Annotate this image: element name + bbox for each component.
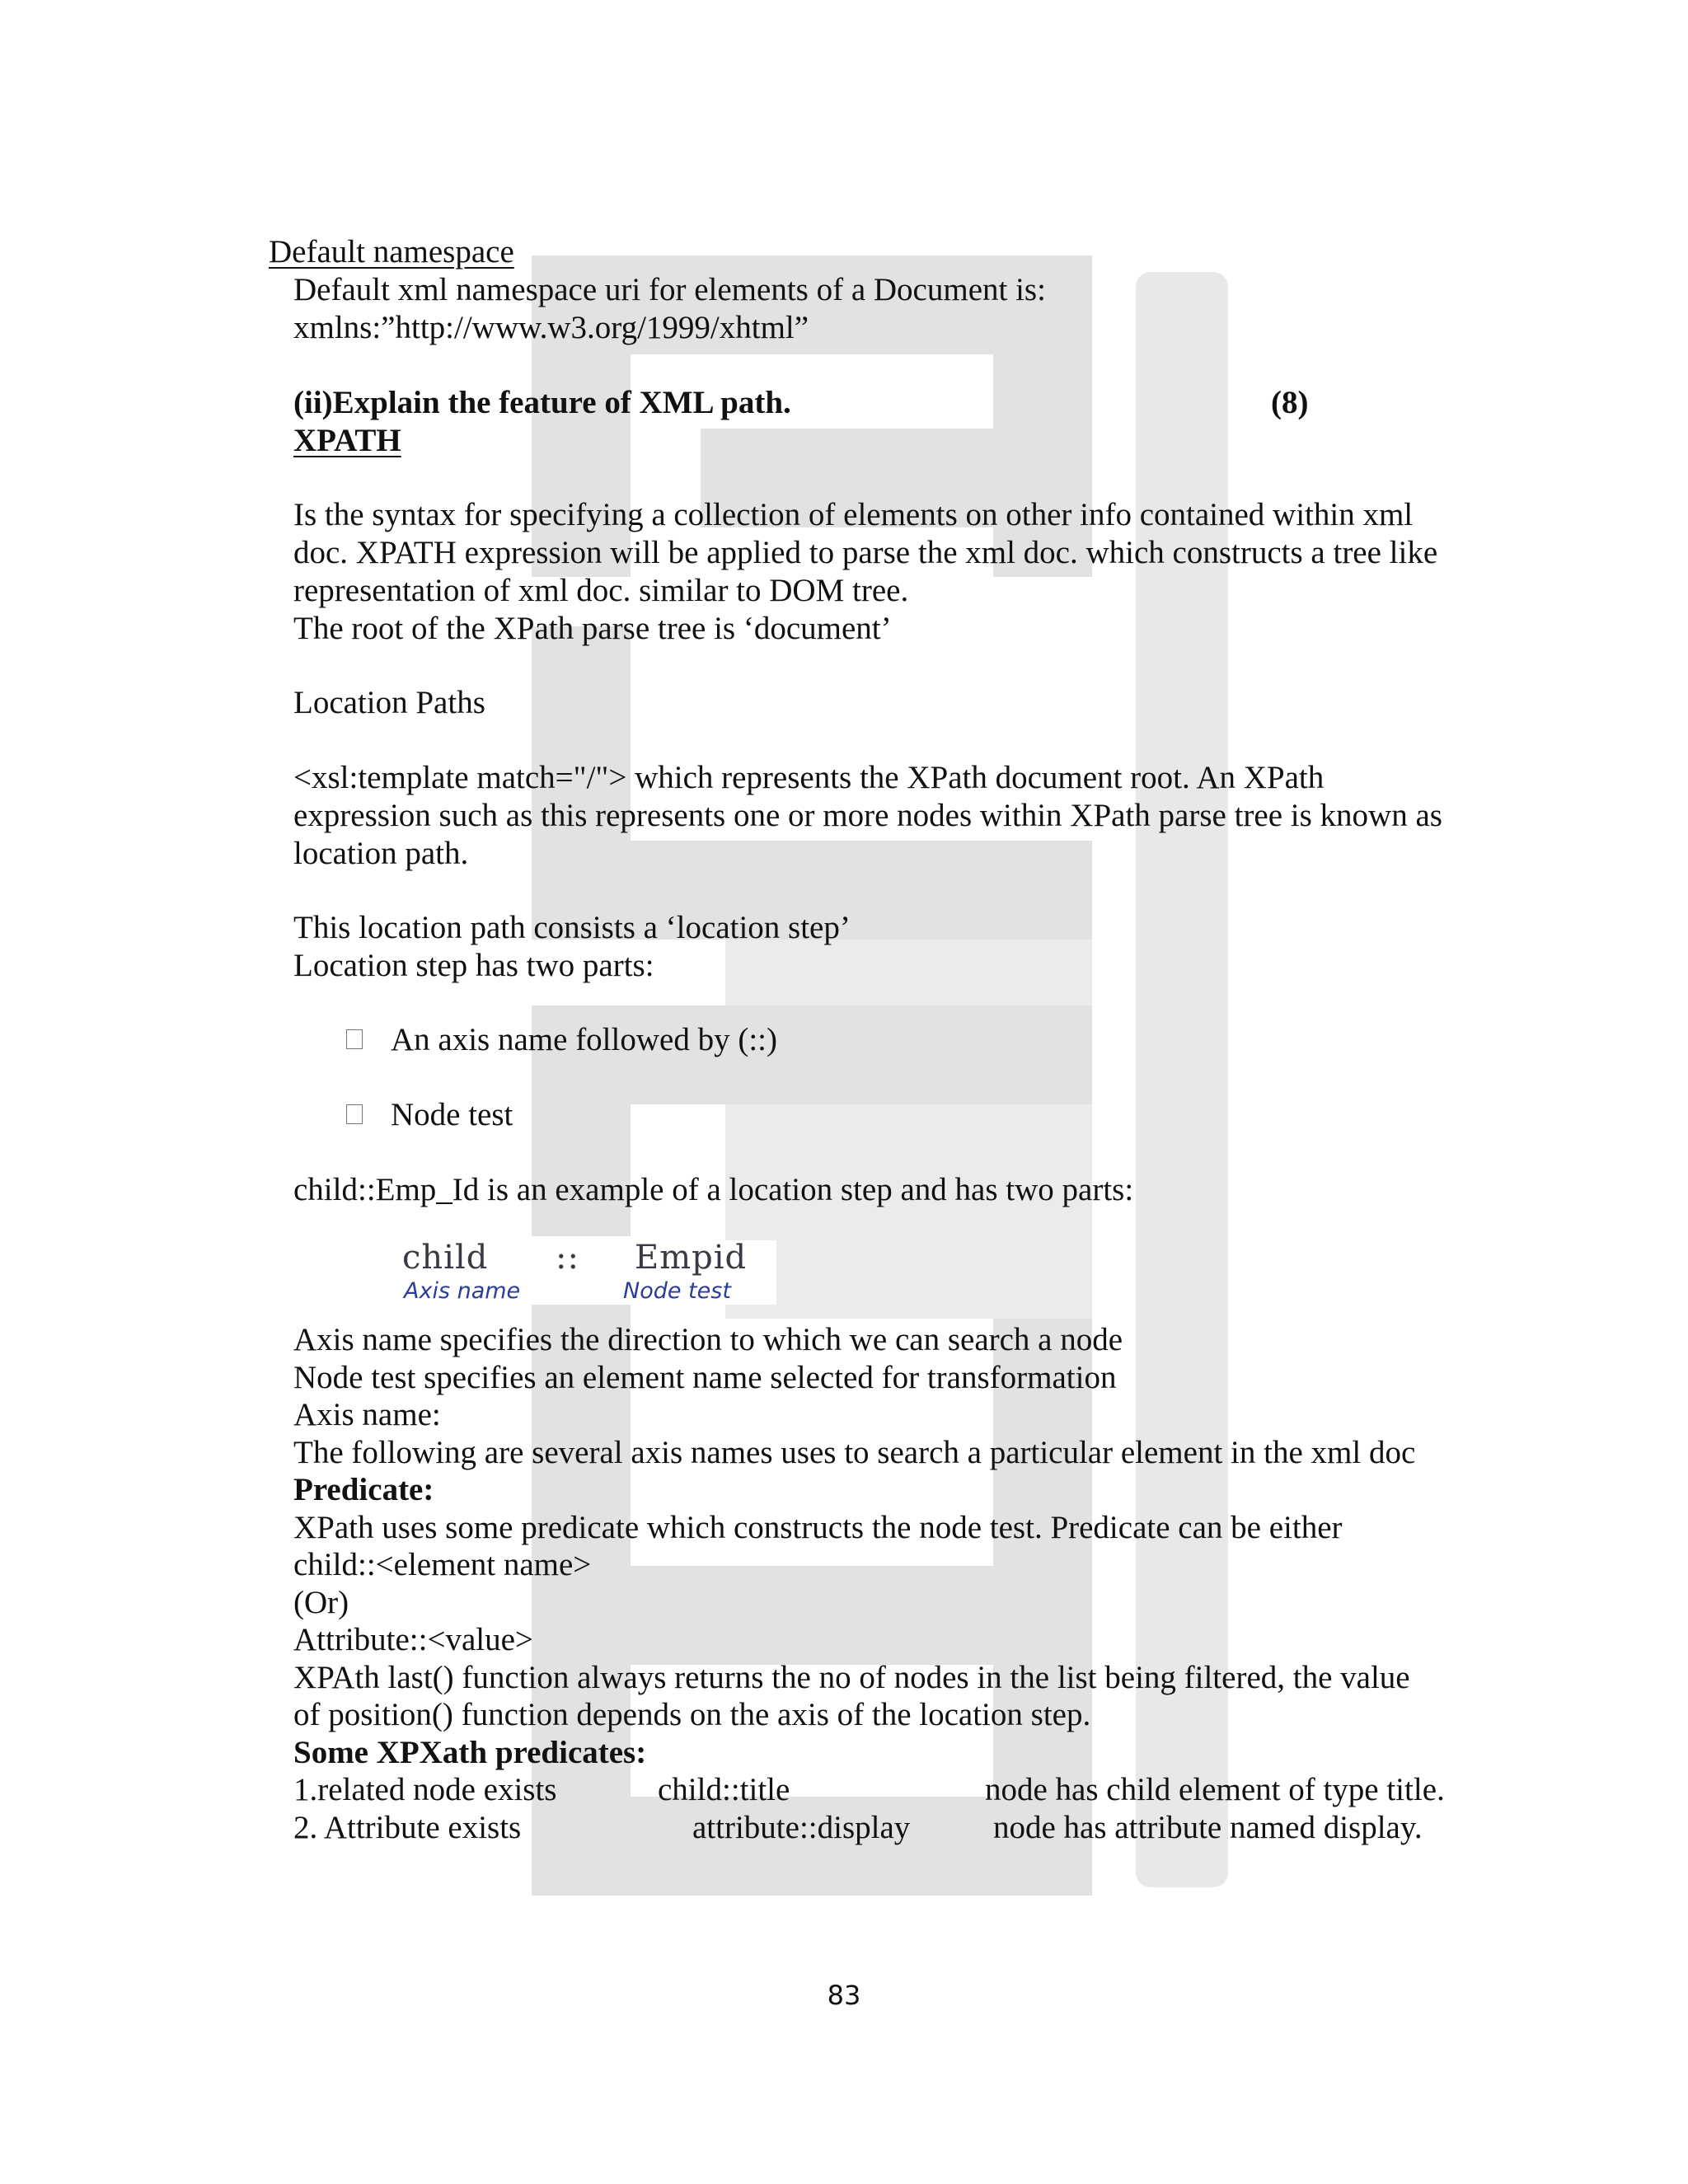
- predicate-line: XPAth last() function always returns the no of nodes in the list being filtered, the value: [293, 1660, 1410, 1695]
- predicate-row-expr: attribute::display: [692, 1810, 911, 1845]
- predicate-row-desc: node has attribute named display.: [993, 1810, 1423, 1845]
- location-paths-heading: Location Paths: [293, 685, 485, 720]
- axis-line: Axis name:: [293, 1397, 441, 1432]
- predicate-line: XPath uses some predicate which constructs the node test. Predicate can be either: [293, 1510, 1343, 1545]
- figure-separator: ::: [556, 1239, 579, 1277]
- bullet-item: Node test: [391, 1097, 513, 1132]
- page-number: 83: [827, 1980, 861, 2011]
- figure-axis-word: child: [402, 1239, 489, 1277]
- intro-line: The root of the XPath parse tree is ‘document’: [293, 611, 892, 646]
- intro-line: doc. XPATH expression will be applied to parse the xml doc. which constructs a tree like: [293, 535, 1438, 570]
- predicate-line: of position() function depends on the axis of the location step.: [293, 1697, 1091, 1732]
- intro-line: representation of xml doc. similar to DOM tree.: [293, 573, 909, 608]
- question-heading: (ii)Explain the feature of XML path.: [293, 385, 791, 420]
- figure-axis-label: Axis name: [404, 1278, 521, 1304]
- bullet-icon: [346, 1104, 363, 1124]
- template-line: expression such as this represents one or more nodes within XPath parse tree is known as: [293, 798, 1442, 833]
- location-step-line: Location step has two parts:: [293, 948, 654, 983]
- predicate-row-name: 1.related node exists: [293, 1772, 557, 1807]
- default-namespace-line: Default xml namespace uri for elements of a Document is:: [293, 272, 1046, 307]
- predicate-heading: Predicate:: [293, 1472, 434, 1507]
- predicate-row-expr: child::title: [658, 1772, 790, 1807]
- figure-node-label: Node test: [623, 1278, 731, 1304]
- predicates-heading: Some XPXath predicates:: [293, 1735, 647, 1770]
- example-line: child::Emp_Id is an example of a location step and has two parts:: [293, 1172, 1134, 1207]
- axis-line: Node test specifies an element name selected for transformation: [293, 1360, 1117, 1395]
- question-marks: (8): [1271, 385, 1309, 420]
- bullet-item: An axis name followed by (::): [391, 1022, 777, 1057]
- predicate-line: (Or): [293, 1585, 349, 1620]
- predicate-line: child::<element name>: [293, 1547, 592, 1582]
- predicate-row-name: 2. Attribute exists: [293, 1810, 522, 1845]
- xpath-heading: XPATH: [293, 423, 401, 458]
- figure-node-word: Empid: [635, 1239, 748, 1277]
- intro-line: Is the syntax for specifying a collection of elements on other info contained within xml: [293, 497, 1414, 532]
- default-namespace-heading: Default namespace: [269, 234, 514, 269]
- axis-line: The following are several axis names uses to search a particular element in the xml doc: [293, 1435, 1416, 1470]
- location-step-figure: [399, 1240, 776, 1305]
- template-line: <xsl:template match="/"> which represents the XPath document root. An XPath: [293, 760, 1325, 795]
- predicate-row-desc: node has child element of type title.: [985, 1772, 1445, 1807]
- axis-line: Axis name specifies the direction to which we can search a node: [293, 1322, 1123, 1357]
- predicate-line: Attribute::<value>: [293, 1622, 533, 1657]
- bullet-icon: [346, 1029, 363, 1049]
- template-line: location path.: [293, 836, 469, 871]
- location-step-line: This location path consists a ‘location step’: [293, 910, 851, 945]
- default-namespace-uri: xmlns:”http://www.w3.org/1999/xhtml”: [293, 310, 809, 345]
